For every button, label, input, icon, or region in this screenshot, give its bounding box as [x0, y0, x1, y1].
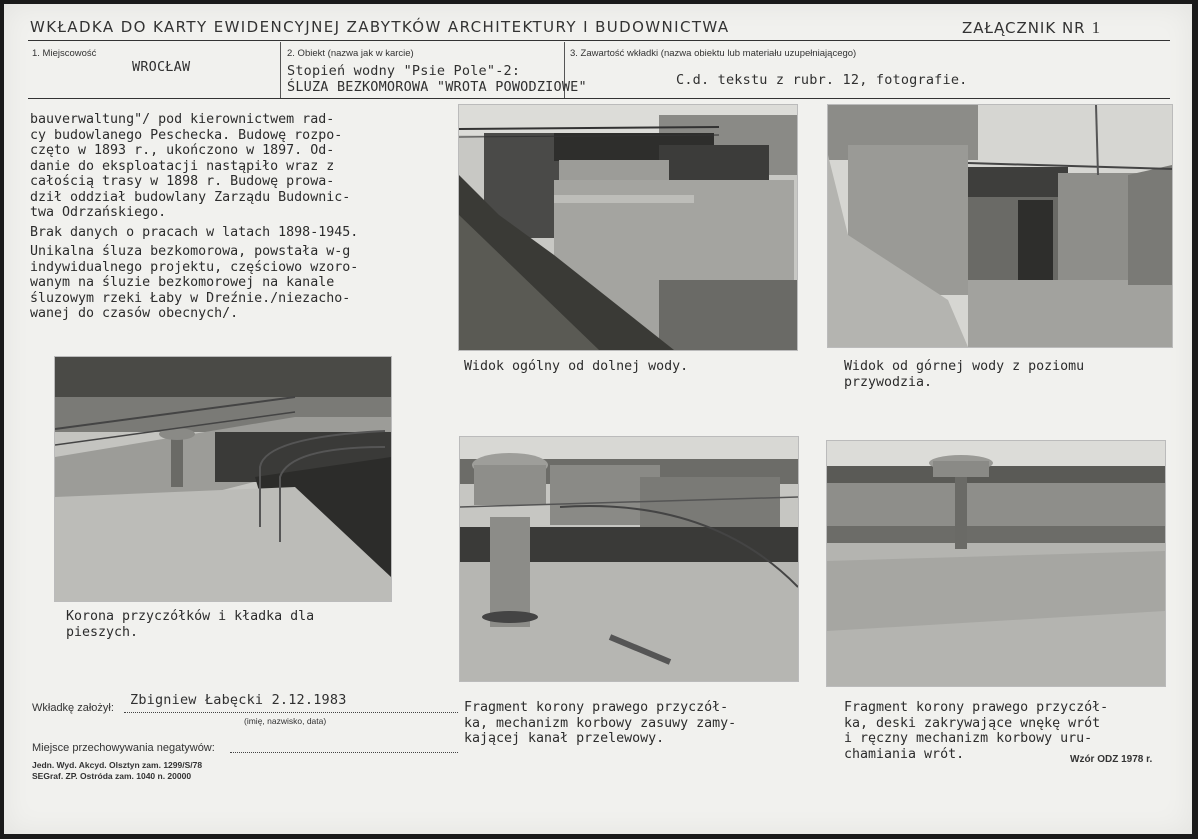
caption-gate-recess: Fragment korony prawego przyczół- ka, deski zakrywające wnękę wrót i ręczny mechanizm korbowy uru- chamiania wrót. [844, 700, 1109, 762]
card-title: WKŁADKA DO KARTY EWIDENCYJNEJ ZABYTKÓW ARCHITEKTURY I BUDOWNICTWA [30, 18, 730, 36]
content-label: 3. Zawartość wkładki (nazwa obiektu lub materiału uzupełniającego) [570, 48, 857, 59]
caption-sluice-crank: Fragment korony prawego przyczół- ka, mechanizm korbowy zasuwy zamy- kającej kanał przelewowy. [464, 700, 737, 746]
record-card-sheet [4, 4, 1192, 834]
text-paragraph-3: Unikalna śluza bezkomorowa, powstała w-g indywidualnego projektu, częściowo wzoro- wanym na śluzie bezkomorowej na kanale śluzowym rzeki Łaby w Dreźnie./niezacho- wanej do czasów obecnych/. [30, 244, 359, 321]
print-info-line1: Jedn. Wyd. Akcyd. Olsztyn zam. 1299/S/78 [32, 760, 203, 770]
created-by-value: Zbigniew Łabęcki 2.12.1983 [130, 692, 347, 708]
form-code: Wzór ODZ 1978 r. [1070, 754, 1153, 765]
annex-label-text: ZAŁĄCZNIK NR [962, 19, 1086, 37]
photo-downstream-view [458, 104, 798, 351]
annex-label [962, 18, 1101, 38]
created-by-label: Wkładkę założył: [32, 702, 114, 714]
locality-label: 1. Miejscowość [32, 48, 97, 59]
photo-upstream-view [827, 104, 1173, 348]
photo-gate-recess [826, 440, 1166, 687]
created-by-line [124, 712, 458, 713]
content-value: C.d. tekstu z rubr. 12, fotografie. [676, 72, 968, 88]
negatives-label: Miejsce przechowywania negatywów: [32, 742, 215, 754]
text-paragraph-1: bauverwaltung"/ pod kierownictwem rad- cy budowlanego Peschecka. Budowę rozpo- częto w 1893 r., ukończono w 1897. Od- danie do eksploatacji nastąpiło wraz z całością trasy w 1898 r. Budowę prowa- dził oddział budowlany Zarządu Budownic- twa Odrzańskiego. [30, 112, 351, 220]
field-row-rule [28, 98, 1170, 99]
negatives-line [230, 752, 458, 753]
locality-value: WROCŁAW [132, 59, 191, 75]
field-divider-1 [280, 42, 281, 98]
header-rule [28, 40, 1170, 41]
object-label: 2. Obiekt (nazwa jak w karcie) [287, 48, 414, 59]
photo-abutment-footbridge [54, 356, 392, 602]
photo-sluice-crank [459, 436, 799, 682]
caption-abutment-footbridge: Korona przyczółków i kładka dla pieszych. [66, 609, 315, 640]
object-value-line2: ŚLUZA BEZKOMOROWA "WROTA POWODZIOWE" [287, 79, 587, 95]
object-value-line1: Stopień wodny "Psie Pole"-2: [287, 63, 521, 79]
continuation-text [30, 112, 440, 326]
print-info-line2: SEGraf. ZP. Ostróda zam. 1040 n. 20000 [32, 771, 192, 781]
text-paragraph-2: Brak danych o pracach w latach 1898-1945. [30, 224, 359, 240]
caption-downstream-view: Widok ogólny od dolnej wody. [464, 359, 689, 374]
annex-number: 1 [1091, 18, 1102, 37]
caption-upstream-view: Widok od górnej wody z poziomu przywodzia. [844, 359, 1085, 390]
created-by-sublabel: (imię, nazwisko, data) [244, 716, 327, 726]
